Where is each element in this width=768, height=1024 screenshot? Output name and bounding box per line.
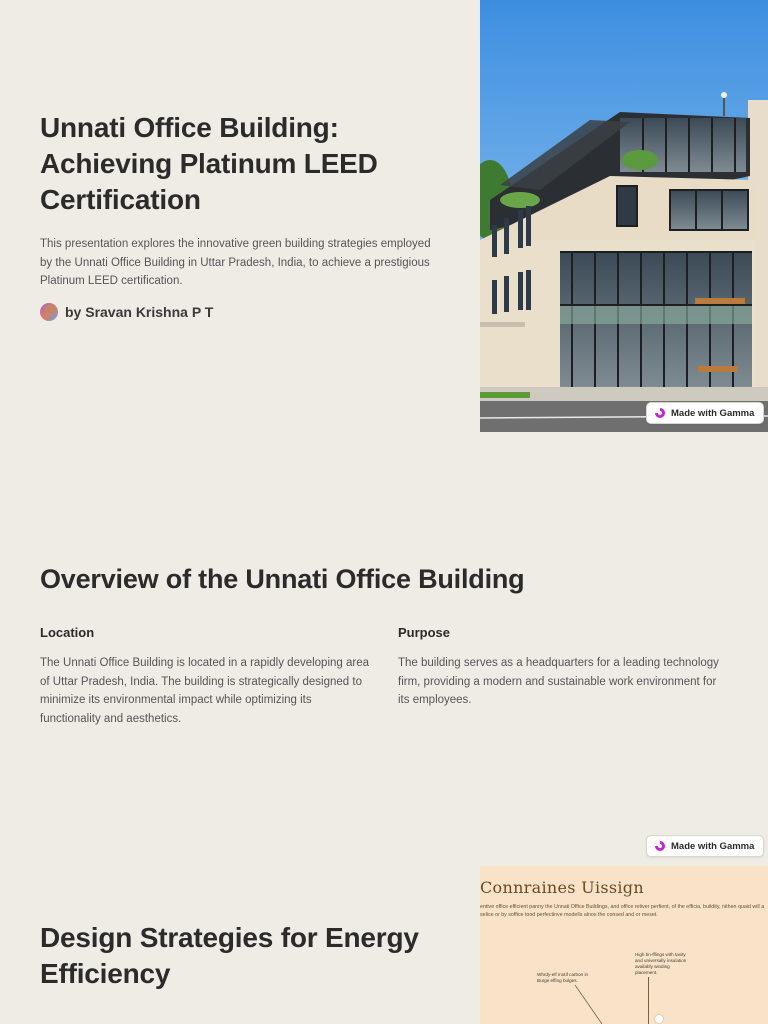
gamma-logo-icon: [655, 841, 665, 851]
design-poster-image: [480, 866, 768, 1024]
avatar: [40, 303, 58, 321]
author-name: by Sravan Krishna P T: [65, 304, 214, 320]
poster-subtitle: entive office efficient panny the Unnati Office Buildings, and office retiver perfient, of the efficia, buildity, nithen quaid will a selice or by soffice tood perfectinve modells alnos the consed and or meset.: [480, 904, 765, 918]
poster-note-left: Whrdy-elf motif carbon in Burge effing bulges.: [537, 972, 589, 983]
location-text: The Unnati Office Building is located in a rapidly developing area of Uttar Pradesh, India. The building is strategically designed to minimize its environmental impact while optimizing its functionality and aesthetics.: [40, 657, 370, 725]
made-with-gamma-badge[interactable]: [646, 402, 764, 424]
poster-dot: [654, 1014, 664, 1024]
title-slide: [0, 0, 768, 432]
author-line: [40, 303, 213, 321]
poster-callout-lines: [480, 866, 768, 1024]
poster-note-right: High bn-fflings with tavity and universally insulation availably winding placement.: [635, 952, 687, 975]
poster-title: Connraines Uissign: [480, 878, 644, 897]
badge-label: Made with Gamma: [671, 407, 755, 419]
section-title: Design Strategies for Energy Efficiency: [40, 922, 419, 989]
location-heading: Location: [40, 625, 95, 640]
made-with-gamma-badge[interactable]: [646, 835, 764, 857]
section-title: Overview of the Unnati Office Building: [40, 564, 525, 594]
building-image: [480, 0, 768, 432]
hero-description: This presentation explores the innovative green building strategies employed by the Unnati Office Building in Uttar Pradesh, India, to achieve a prestigious Platinum LEED certification.: [40, 238, 431, 287]
purpose-heading: Purpose: [398, 625, 451, 640]
gamma-logo-icon: [655, 408, 665, 418]
badge-label: Made with Gamma: [671, 840, 755, 852]
purpose-text: The building serves as a headquarters for a leading technology firm, providing a modern and sustainable work environment for its employees.: [398, 657, 719, 706]
page-title: Unnati Office Building: Achieving Platinum LEED Certification: [40, 112, 378, 215]
